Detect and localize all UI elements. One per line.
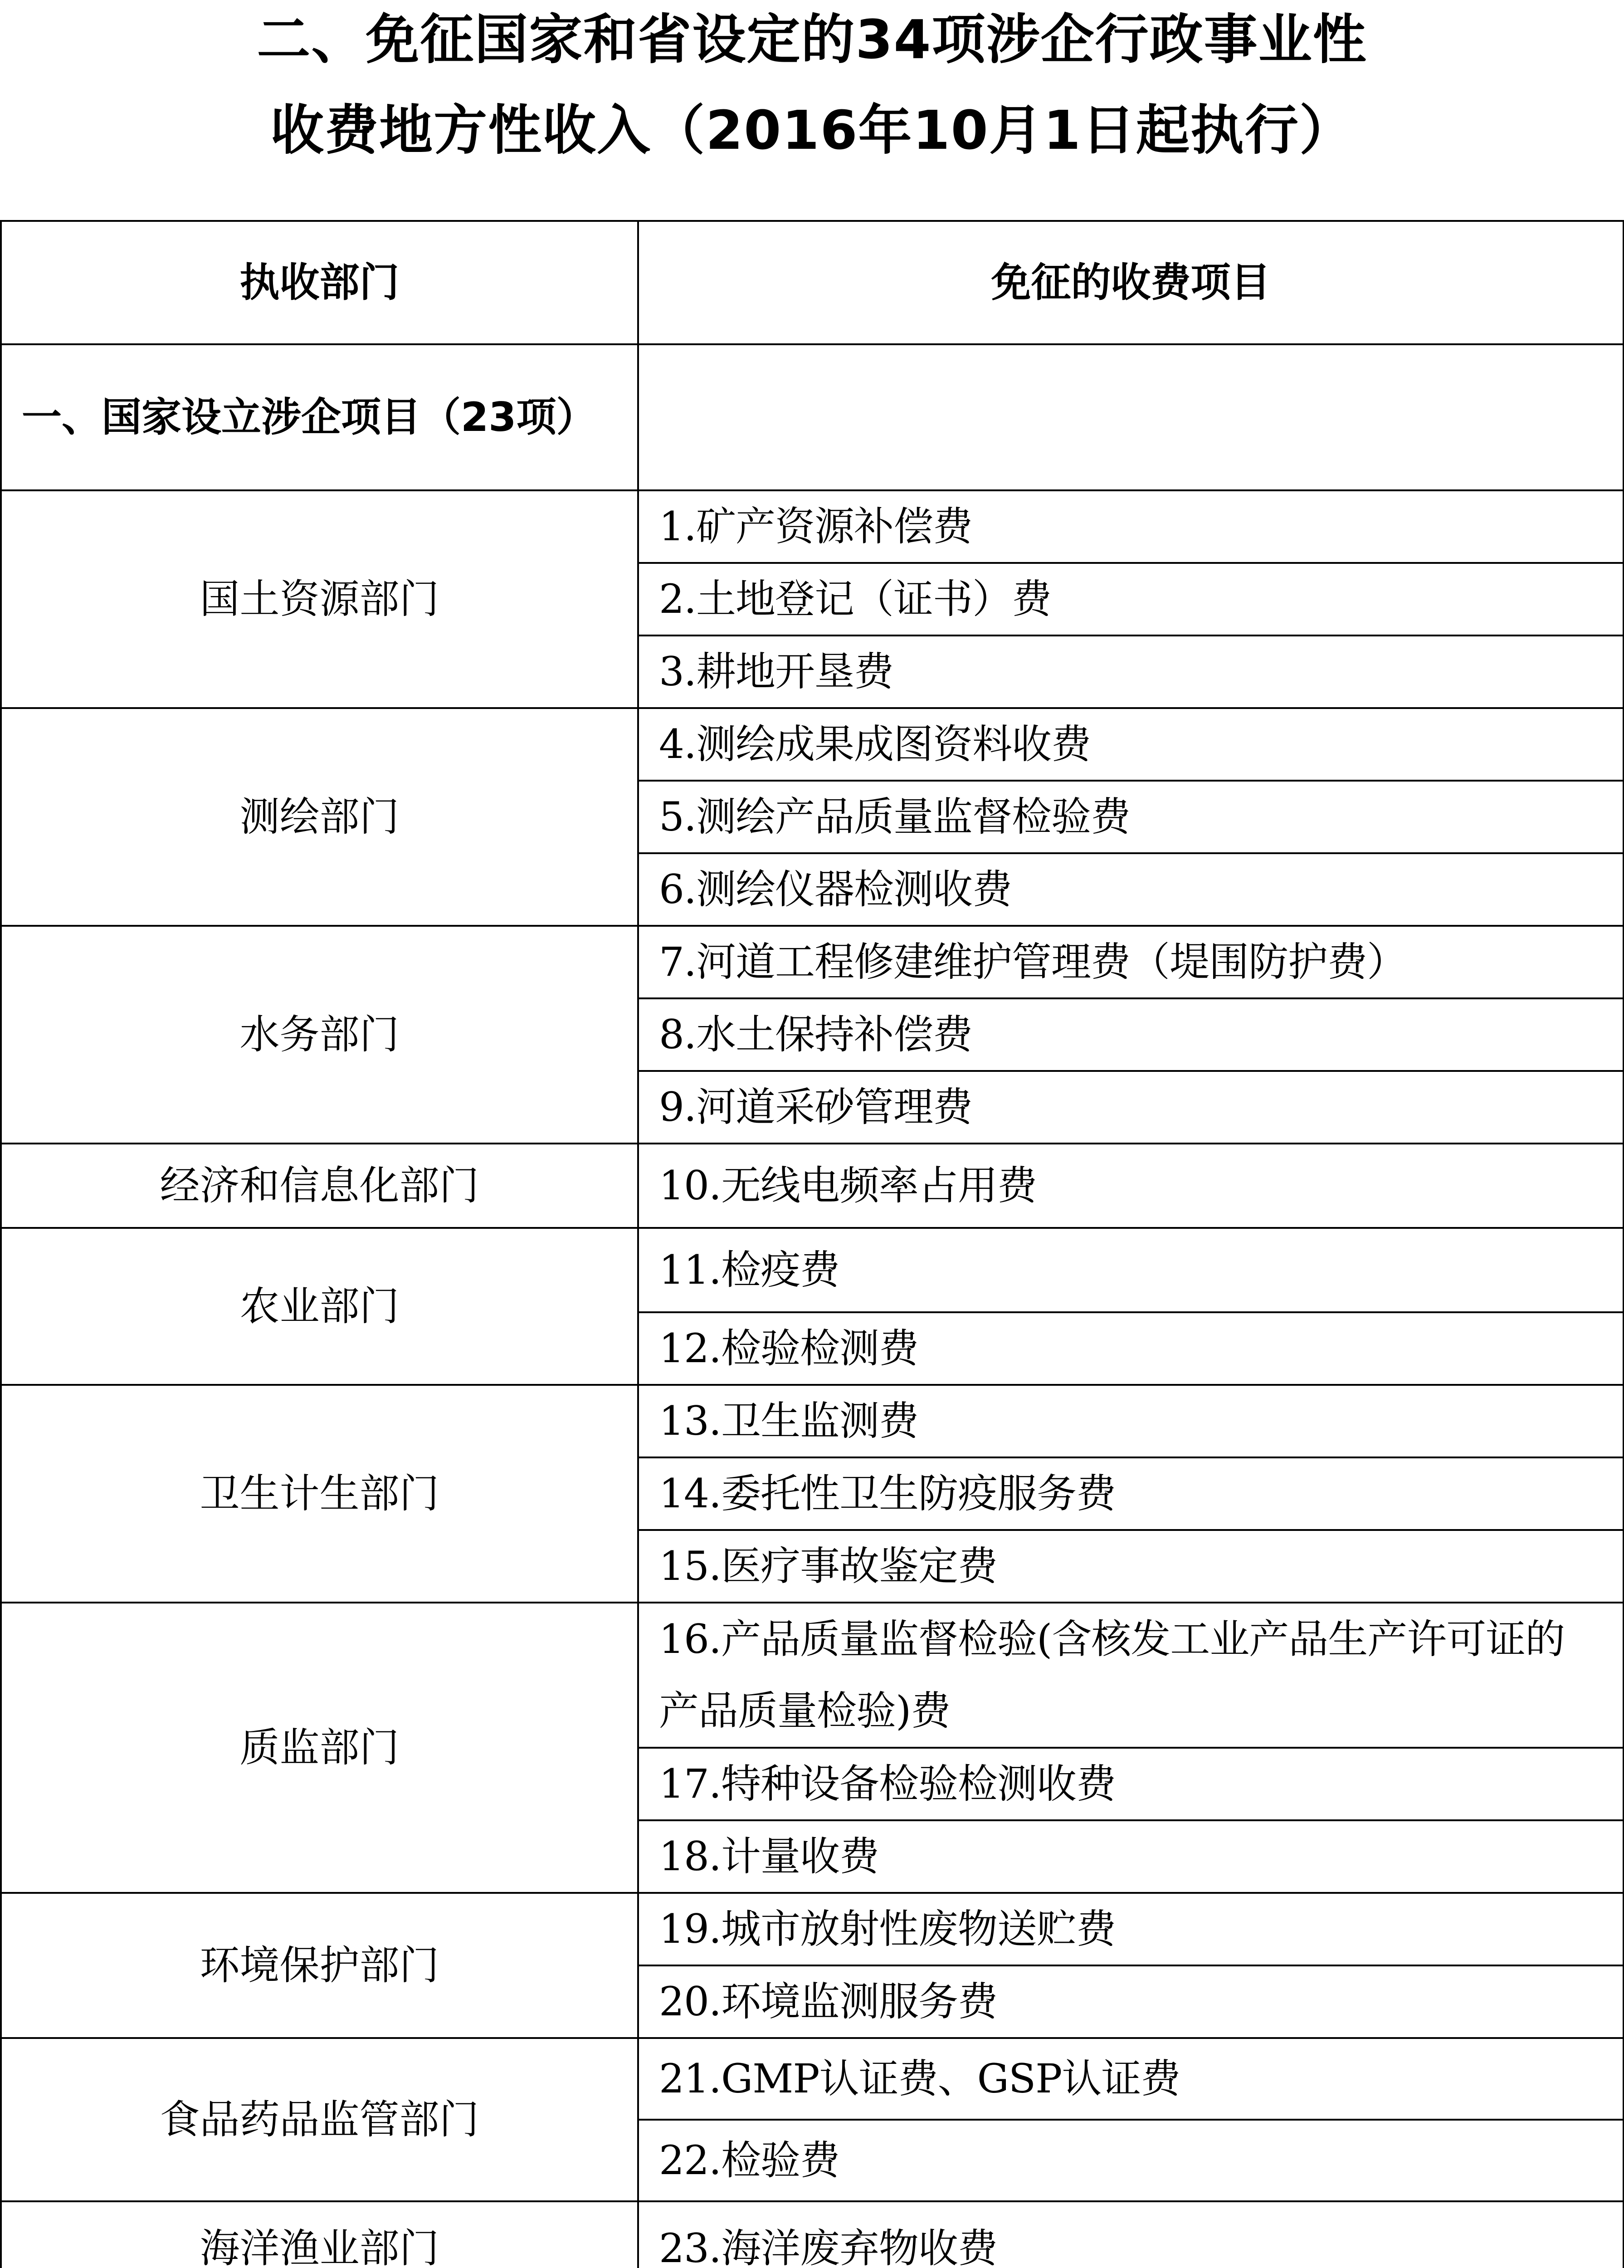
- fee-item: 8.水土保持补偿费: [638, 998, 1624, 1071]
- table-row: [1, 1893, 1624, 1965]
- fee-item: 7.河道工程修建维护管理费（堤围防护费）: [638, 926, 1624, 998]
- fee-item: 17.特种设备检验检测收费: [638, 1748, 1624, 1820]
- fee-item: 16.产品质量监督检验(含核发工业产品生产许可证的产品质量检验)费: [638, 1603, 1624, 1748]
- document-title-line-1: 二、免征国家和省设定的34项涉企行政事业性: [257, 8, 1367, 71]
- dept-health: 卫生计生部门: [1, 1385, 638, 1603]
- section-title: 一、国家设立涉企项目（23项）: [1, 344, 638, 490]
- fee-item: 21.GMP认证费、GSP认证费: [638, 2038, 1624, 2120]
- fee-item: 4.测绘成果成图资料收费: [638, 708, 1624, 781]
- dept-agriculture: 农业部门: [1, 1228, 638, 1385]
- dept-economy-it: 经济和信息化部门: [1, 1144, 638, 1228]
- header-row: [1, 221, 1624, 344]
- fee-item: 2.土地登记（证书）费: [638, 563, 1624, 635]
- fee-item: 22.检验费: [638, 2120, 1624, 2201]
- fee-item: 20.环境监测服务费: [638, 1965, 1624, 2038]
- fee-item: 13.卫生监测费: [638, 1385, 1624, 1457]
- dept-food-drug: 食品药品监管部门: [1, 2038, 638, 2201]
- document-title-line-2: 收费地方性收入（2016年10月1日起执行）: [270, 99, 1354, 161]
- fee-item: 1.矿产资源补偿费: [638, 490, 1624, 563]
- fee-item: 3.耕地开垦费: [638, 635, 1624, 708]
- fee-item: 6.测绘仪器检测收费: [638, 853, 1624, 926]
- dept-land-resources: 国土资源部门: [1, 490, 638, 708]
- section-empty-cell: [638, 344, 1624, 490]
- table-row: [1, 490, 1624, 563]
- dept-ocean-fishery: 海洋渔业部门: [1, 2201, 638, 2268]
- fee-exemption-table: [0, 220, 1624, 2268]
- dept-environment: 环境保护部门: [1, 1893, 638, 2038]
- dept-quality-supervision: 质监部门: [1, 1603, 638, 1893]
- dept-water-affairs: 水务部门: [1, 926, 638, 1144]
- fee-item: 10.无线电频率占用费: [638, 1144, 1624, 1228]
- table-row: [1, 708, 1624, 781]
- fee-item: 5.测绘产品质量监督检验费: [638, 781, 1624, 853]
- table-row: [1, 926, 1624, 998]
- table-row: [1, 1228, 1624, 1312]
- fee-item: 19.城市放射性废物送贮费: [638, 1893, 1624, 1965]
- fee-item: 18.计量收费: [638, 1820, 1624, 1893]
- header-department: 执收部门: [1, 221, 638, 344]
- header-fee-items: 免征的收费项目: [638, 221, 1624, 344]
- fee-item: 15.医疗事故鉴定费: [638, 1530, 1624, 1603]
- section-row: [1, 344, 1624, 490]
- fee-item: 14.委托性卫生防疫服务费: [638, 1457, 1624, 1530]
- table-row: [1, 1385, 1624, 1457]
- fee-item: 23.海洋废弃物收费: [638, 2201, 1624, 2268]
- fee-item: 9.河道采砂管理费: [638, 1071, 1624, 1144]
- fee-item: 11.检疫费: [638, 1228, 1624, 1312]
- table-row: [1, 2201, 1624, 2268]
- table-row: [1, 1603, 1624, 1748]
- table-row: [1, 1144, 1624, 1228]
- fee-item: 12.检验检测费: [638, 1312, 1624, 1385]
- table-row: [1, 2038, 1624, 2120]
- dept-surveying: 测绘部门: [1, 708, 638, 926]
